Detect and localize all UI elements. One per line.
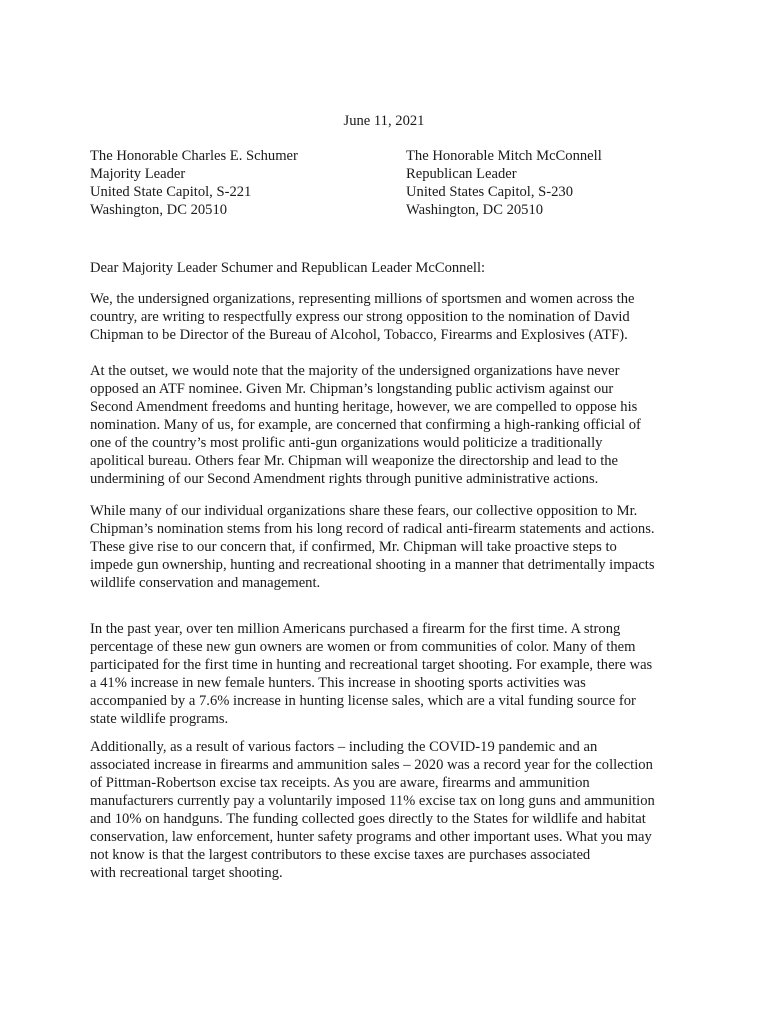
paragraph-line: wildlife conservation and management. [90, 575, 321, 591]
recipient-line: United State Capitol, S-221 [90, 184, 252, 200]
paragraph-line: conservation, law enforcement, hunter safety programs and other important uses. What you may [90, 829, 652, 845]
paragraph-line: Additionally, as a result of various factors – including the COVID-19 pandemic and an [90, 739, 598, 755]
recipient-line: United States Capitol, S-230 [406, 184, 574, 200]
paragraph-outset [90, 362, 680, 488]
paragraph-line: of Pittman-Robertson excise tax receipts. As you are aware, firearms and ammunition [90, 775, 590, 791]
paragraph-line: participated for the first time in hunting and recreational target shooting. For example, there was [90, 657, 653, 673]
paragraph-line: associated increase in firearms and ammunition sales – 2020 was a record year for the collection [90, 757, 653, 773]
paragraph-line: Chipman’s nomination stems from his long record of radical anti-firearm statements and actions. [90, 521, 655, 537]
salutation: Dear Majority Leader Schumer and Republican Leader McConnell: [90, 260, 486, 276]
recipient-line: Washington, DC 20510 [406, 202, 544, 218]
paragraph-line: state wildlife programs. [90, 711, 229, 727]
recipient-line: Republican Leader [406, 166, 517, 182]
paragraph-line: These give rise to our concern that, if confirmed, Mr. Chipman will take proactive steps to [90, 539, 617, 555]
paragraph-line: In the past year, over ten million Americans purchased a firearm for the first time. A strong [90, 621, 621, 637]
paragraph-line: country, are writing to respectfully express our strong opposition to the nomination of David [90, 309, 630, 325]
paragraph-opposition [90, 290, 680, 344]
paragraph-line: and 10% on handguns. The funding collected goes directly to the States for wildlife and habitat [90, 811, 646, 827]
paragraph-line: apolitical bureau. Others fear Mr. Chipman will weaponize the directorship and lead to the [90, 453, 619, 469]
paragraph-line: nomination. Many of us, for example, are concerned that confirming a high-ranking official of [90, 417, 641, 433]
recipient-line: The Honorable Charles E. Schumer [90, 148, 298, 164]
paragraph-line: impede gun ownership, hunting and recreational shooting in a manner that detrimentally impacts [90, 557, 655, 573]
paragraph-line: accompanied by a 7.6% increase in hunting license sales, which are a vital funding source for [90, 693, 636, 709]
recipient-line: Washington, DC 20510 [90, 202, 228, 218]
recipient-line: Majority Leader [90, 166, 186, 182]
paragraph-line: While many of our individual organizations share these fears, our collective opposition to Mr. [90, 503, 638, 519]
paragraph-collective-opposition [90, 502, 680, 592]
letter-date: June 11, 2021 [343, 113, 425, 129]
paragraph-line: opposed an ATF nominee. Given Mr. Chipman’s longstanding public activism against our [90, 381, 614, 397]
recipient-address-schumer [90, 147, 298, 219]
paragraph-excise-tax [90, 738, 680, 882]
paragraph-line: Chipman to be Director of the Bureau of Alcohol, Tobacco, Firearms and Explosives (ATF). [90, 327, 628, 343]
paragraph-line: At the outset, we would note that the majority of the undersigned organizations have never [90, 363, 620, 379]
paragraph-line: one of the country’s most prolific anti-gun organizations would politicize a traditionally [90, 435, 603, 451]
paragraph-line: manufacturers currently pay a voluntarily imposed 11% excise tax on long guns and ammunition [90, 793, 655, 809]
paragraph-line: percentage of these new gun owners are women or from communities of color. Many of them [90, 639, 636, 655]
paragraph-line: not know is that the largest contributors to these excise taxes are purchases associated [90, 847, 591, 863]
paragraph-line: Second Amendment freedoms and hunting heritage, however, we are compelled to oppose his [90, 399, 638, 415]
paragraph-line: a 41% increase in new female hunters. This increase in shooting sports activities was [90, 675, 586, 691]
paragraph-new-gun-owners [90, 620, 680, 728]
recipient-address-mcconnell [406, 147, 602, 219]
paragraph-line: undermining of our Second Amendment rights through punitive administrative actions. [90, 471, 599, 487]
recipient-line: The Honorable Mitch McConnell [406, 148, 602, 164]
paragraph-line: We, the undersigned organizations, representing millions of sportsmen and women across the [90, 291, 635, 307]
paragraph-line: with recreational target shooting. [90, 865, 283, 881]
